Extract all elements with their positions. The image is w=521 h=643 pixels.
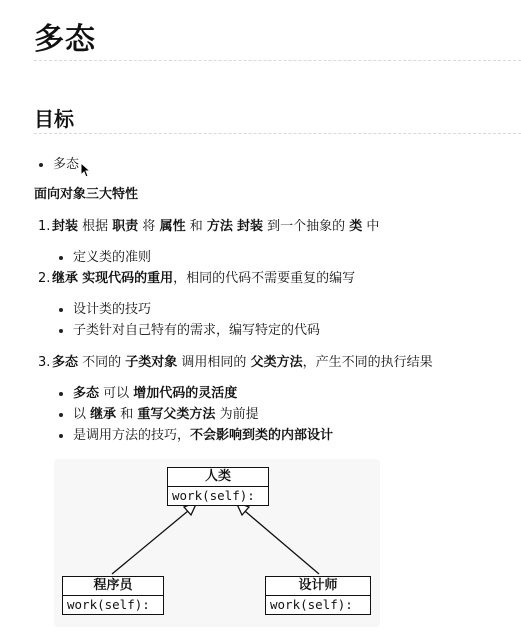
text-run: 是调用方法的技巧， xyxy=(73,428,191,443)
text-run: 为前提 xyxy=(215,407,259,422)
sub-bullet xyxy=(73,427,333,445)
text-run: 可以 xyxy=(99,386,134,401)
uml-class-designer xyxy=(265,576,371,615)
emphasis-text: 多态 xyxy=(73,386,100,401)
emphasis-text: 重写父类方法 xyxy=(137,407,216,422)
emphasis-text: 父类方法 xyxy=(250,355,303,370)
text-run: 和 xyxy=(116,407,138,422)
emphasis-text: 职责 xyxy=(112,219,139,234)
emphasis-text: 子类对象 xyxy=(125,355,178,370)
sub-bullet xyxy=(73,406,259,424)
section-heading: 目标 xyxy=(34,107,74,131)
emphasis-text: 实现代码的重用 xyxy=(82,271,174,286)
item-text xyxy=(52,219,379,234)
uml-class-programmer xyxy=(62,576,164,615)
class-method: work(self): xyxy=(67,597,150,612)
emphasis-text: 不会影响到类的内部设计 xyxy=(190,428,334,443)
emphasis-text: 继承 xyxy=(90,407,117,422)
text-run: 调用相同的 xyxy=(177,355,251,370)
emphasis-text: 增加代码的灵活度 xyxy=(133,386,238,401)
emphasis-text: 多态 xyxy=(52,355,79,370)
title-divider xyxy=(34,60,521,61)
mouse-cursor-icon xyxy=(80,162,90,178)
text-run: ，相同的代码不需要重复的编写 xyxy=(173,271,356,286)
class-diagram xyxy=(54,459,380,627)
sub-bullet xyxy=(73,322,320,340)
item-text xyxy=(52,355,433,370)
item-number: 3. xyxy=(38,355,51,370)
text-run: 和 xyxy=(185,219,207,234)
emphasis-text: 封装 xyxy=(237,219,264,234)
page-title: 多态 xyxy=(34,22,96,57)
class-method: work(self): xyxy=(172,488,255,503)
sub-bullet xyxy=(73,385,237,403)
arrow-line-programmer xyxy=(112,506,194,574)
section-divider xyxy=(34,133,521,134)
text-run: 根据 xyxy=(78,219,113,234)
text-run: 定义类的准则 xyxy=(73,250,152,265)
arrow-line-designer xyxy=(239,506,319,574)
text-run: 中 xyxy=(362,219,380,234)
item-number: 2. xyxy=(38,271,51,286)
text-run: 子类针对自己特有的需求，编写特定的代码 xyxy=(73,323,321,338)
text-run: 设计类的技巧 xyxy=(73,302,152,317)
feature-item-inheritance xyxy=(38,270,356,288)
emphasis-text: 属性 xyxy=(159,219,186,234)
item-number: 1. xyxy=(38,219,51,234)
class-method: work(self): xyxy=(270,597,353,612)
emphasis-text: 类 xyxy=(349,219,363,234)
uml-class-parent xyxy=(167,467,269,506)
emphasis-text: 封装 xyxy=(52,219,79,234)
class-name: 设计师 xyxy=(266,577,370,596)
emphasis-text: 继承 xyxy=(52,271,79,286)
sub-bullet xyxy=(73,301,151,319)
subheading: 面向对象三大特性 xyxy=(34,187,139,202)
item-text xyxy=(52,271,355,286)
class-name: 人类 xyxy=(168,468,268,487)
text-run: 以 xyxy=(73,407,91,422)
text-run: 到一个抽象的 xyxy=(263,219,350,234)
feature-item-encapsulation xyxy=(38,218,380,236)
emphasis-text: 方法 xyxy=(206,219,233,234)
sub-bullet xyxy=(73,249,151,267)
text-run: 不同的 xyxy=(78,355,126,370)
class-name: 程序员 xyxy=(63,577,163,596)
feature-item-polymorphism xyxy=(38,354,433,372)
text-run: 将 xyxy=(138,219,160,234)
goal-bullet: 多态 xyxy=(53,157,80,172)
text-run: ，产生不同的执行结果 xyxy=(302,355,433,370)
